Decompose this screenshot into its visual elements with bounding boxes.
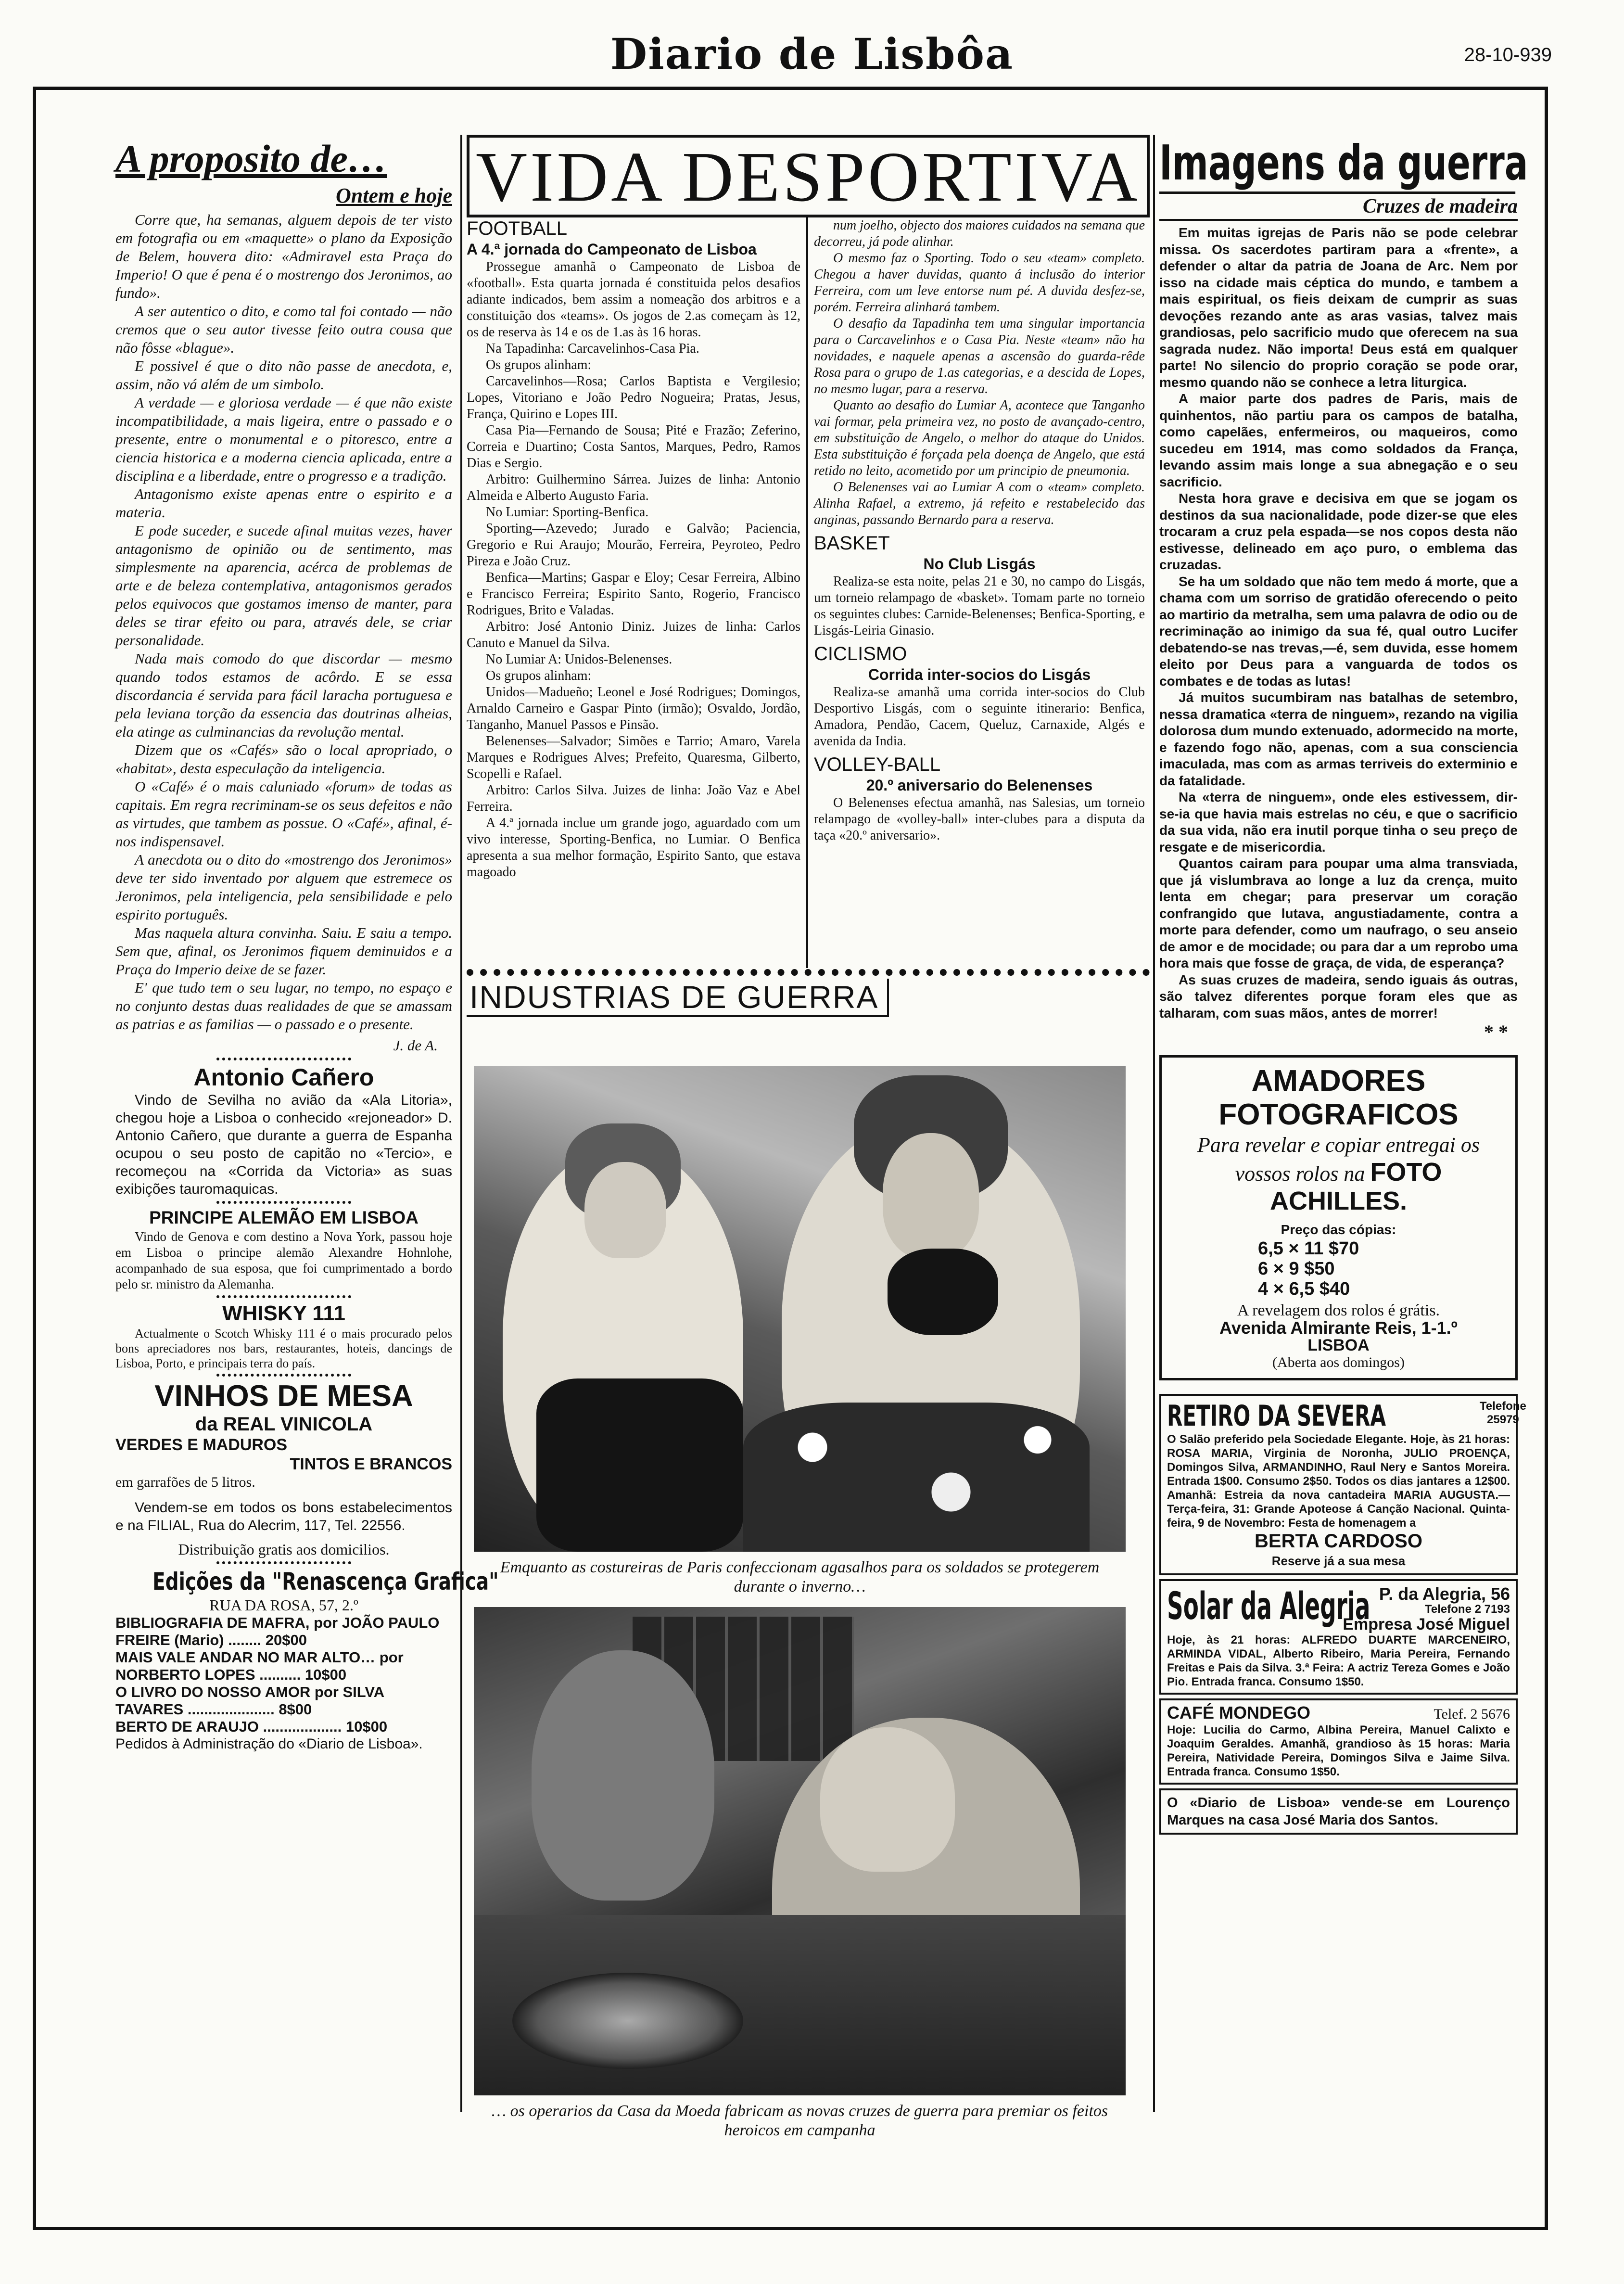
ad-amadores	[1159, 1055, 1518, 1380]
basket-heading: No Club Lisgás	[923, 555, 1036, 573]
vinhos-text: Vendem-se em todos os bons estabelecimentos e na FILIAL, Rua do Alecrim, 117, Tel. 22556.	[115, 1500, 452, 1533]
imagens-paragraph: As suas cruzes de madeira, sendo iguais ás outras, são talvez diferentes porque foram eles que as talharam, com suas mãos, antes de morrer!	[1159, 972, 1518, 1021]
vinhos-line4: em garrafões de 5 litros.	[115, 1474, 255, 1490]
amadores-title1: AMADORES	[1251, 1064, 1426, 1097]
imagens-paragraph: Em muitas igrejas de Paris não se pode celebrar missa. Os sacerdotes partiram para a «frente», a defender o altar da patria de Joana de Arc. Nem por isso na cidade mais céptica do mundo, e tambem a mais espiritual, os fieis deixam de cumprir as suas devoções rezando ante as aras vasias, talvez mais grandiosas, pelo sacrificio mudo que oferecem na sua sagrada nudez. Não importa! Deus está em qualquer parte! No silencio do proprio coração se pode orar, mesmo quando não se conhece a letra liturgica.	[1159, 225, 1518, 390]
price-row: 6 × 9 $50	[1258, 1259, 1335, 1279]
section-divider	[467, 969, 1150, 976]
masthead: Diario de Lisbôa	[610, 29, 1014, 79]
football-paragraph: O Belenenses vai ao Lumiar A com o «team» completo. Alinha Rafael, a extremo, já refeito e restabelecido das anginas, passando Bernardo para a reserva.	[814, 480, 1145, 527]
basin	[512, 1973, 743, 2069]
basket-section: BASKET	[814, 533, 890, 554]
football-heading: A 4.ª jornada do Campeonato de Lisboa	[467, 241, 757, 258]
amadores-address: Avenida Almirante Reis, 1-1.º	[1219, 1318, 1458, 1338]
mondego-text: Hoje: Lucilia do Carmo, Albina Pereira, Manuel Calixto e Joaquim Geraldes. Amanhã, grandioso às 15 horas: Maria Pereira, Natividade Pereira, Domingos Silva e Jaime Silva. Entrada franca. Consumo 1$50.	[1167, 1723, 1510, 1778]
dark-sweater	[888, 1249, 998, 1335]
article-paragraph: A ser autentico o dito, e como tal foi contado — não cremos que o seu autor tivesse feito outra cousa que não fôsse «blague».	[115, 303, 452, 356]
article-paragraph: A verdade — e gloriosa verdade — é que não existe incompatibilidade, a mais ligeira, entre o passado e o presente, entre o monumental e o pitoresco, entre a ciencia historica e a moderna ciencia aplicada, entre a disciplina e a liberdade, entre o progresso e a tradição.	[115, 394, 452, 484]
photo-mint-workers	[474, 1607, 1126, 2095]
article-paragraph: Mas naquela altura convinha. Saiu. E saiu a tempo. Sem que, afinal, os Jeronimos fiquem deminuidos e a Praça do Imperio deixe de se fazer.	[115, 924, 452, 978]
volley-text: O Belenenses efectua amanhã, nas Salesias, um torneio relampago de «volley-ball» inter-clubes para a disputa da taça «20.º aniversario».	[814, 795, 1145, 843]
caption-mint-workers: … os operarios da Casa da Moeda fabricam as novas cruzes de guerra para premiar os feitos heroicos em campanha	[491, 2102, 1108, 2139]
severa-name: BERTA CARDOSO	[1255, 1531, 1422, 1552]
article-title: A proposito de…	[115, 137, 387, 180]
vida-desportiva-banner: VIDA DESPORTIVA	[467, 135, 1150, 217]
solar-company: Empresa José Miguel	[1343, 1615, 1510, 1633]
worker-head	[820, 1727, 955, 1872]
football-body	[467, 259, 800, 880]
article-paragraph: Dizem que os «Cafés» são o local apropriado, o «habitat», desta especulação da inteligencia.	[115, 741, 452, 777]
amadores-city: LISBOA	[1307, 1336, 1370, 1354]
notice-text: O «Diario de Lisboa» vende-se em Lourenço Marques na casa José Maria dos Santos.	[1167, 1795, 1510, 1828]
mondego-phone: Telef. 2 5676	[1434, 1706, 1510, 1722]
patterned-fabric	[743, 1403, 1090, 1552]
solar-title: Solar da Alegria	[1167, 1585, 1370, 1628]
article-paragraph: A anecdota ou o dito do «mostrengo dos Jeronimos» deve ter sido inventado por alguem que estremece os Jeronimos, pela inteligencia, pela sensibilidade e pelo espirito português.	[115, 851, 452, 923]
football-paragraph: Belenenses—Salvador; Simões e Tarrio; Amaro, Varela Marques e Rodrigues Alves; Prefeito, Quaresma, Gilberto, Scopelli e Rafael.	[467, 734, 800, 781]
principe-text: Vindo de Genova e com destino a Nova York, passou hoje em Lisboa o principe alemão Alexandre Hohnlohe, acompanhado de sua esposa, que foi cumprimentado a bordo pelo sr. ministro da Alemanha.	[115, 1229, 452, 1291]
ad-severa	[1159, 1394, 1526, 1575]
principe-title: PRINCIPE ALEMÃO EM LISBOA	[149, 1208, 419, 1227]
article-body	[115, 211, 452, 1034]
football-paragraph: num joelho, objecto dos maiores cuidados na semana que decorreu, já pode alinhar.	[814, 218, 1145, 249]
ciclismo-text: Realiza-se amanhã uma corrida inter-socios do Club Desportivo Lisgás, com o seguinte itinerario: Benfica, Amadora, Pendão, Cacem, Queluz, Carnaxide, Algés e avenida da India.	[814, 685, 1145, 749]
amadores-note: A revelagem dos rolos é grátis.	[1237, 1301, 1440, 1319]
football-continued	[814, 217, 1145, 528]
imagens-paragraph: A maior parte dos padres de Paris, mais de quinhentos, não partiu para os campos de batalha, como capelães, enfermeiros, ou maqueiros, como sucedeu em 1914, mas como soldados da França, levando assim mais longe a sua abnegação e o seu sacrificio.	[1159, 391, 1518, 489]
stars: * *	[1484, 1021, 1508, 1043]
vinhos-line2: VERDES E MADUROS	[115, 1436, 288, 1454]
amadores-tagline	[1171, 1132, 1506, 1216]
football-paragraph: O mesmo faz o Sporting. Todo o seu «team» completo. Chegou a haver duvidas, quanto á inclusão do interior Ferreira, com um leve entorse num pé. A duvida desfez-se, porém. Ferreira alinhará tambem.	[814, 251, 1145, 315]
volley-section: VOLLEY-BALL	[814, 754, 941, 775]
imagens-subtitle: Cruzes de madeira	[1159, 194, 1518, 221]
article-paragraph: E' que tudo tem o seu lugar, no tempo, no espaço e no conjunto destas duas realidades de que se amassam as patrias e as familias — o passado e o presente.	[115, 979, 452, 1033]
imagens-title: Imagens da guerra	[1159, 135, 1515, 194]
vinhos-line1: da REAL VINICOLA	[195, 1414, 373, 1435]
prices-list	[1171, 1238, 1506, 1299]
woman-face-left	[584, 1162, 666, 1258]
edicoes-item: MAIS VALE ANDAR NO MAR ALTO… por NORBERTO LOPES .......... 10$00	[115, 1649, 404, 1683]
edicoes-title: Edições da "Renascença Grafica"	[152, 1568, 499, 1595]
issue-date: 28-10-939	[1464, 44, 1552, 65]
football-paragraph: Quanto ao desafio do Lumiar A, acontece que Tanganho vai formar, pela primeira vez, no posto de avançado-centro, em substituição de Angelo, o melhor do ataque do Unidos. Esta substituição é forçada pela doença de Angelo, que está retido no leito, acometido por um principio de pneumonia.	[814, 398, 1145, 478]
vinhos-title: VINHOS DE MESA	[154, 1379, 413, 1413]
solar-phone: Telefone 2 7193	[1425, 1603, 1510, 1616]
football-paragraph: Prossegue amanhã o Campeonato de Lisboa de «football». Esta quarta jornada é constituida pelos desafios adiante indicados, bem assim a nomeação dos arbitros e a constituição dos «teams». Os jogos de 2.as começam às 12, os de reserva às 14 e os de 1.as às 16 horas.	[467, 259, 800, 340]
article-paragraph: Corre que, ha semanas, alguem depois de ter visto em fotografia ou em «maquette» o plano da Exposição de Belem, houvera dito: «Admiravel esta Praça do Imperio! O que é pena é o mostrengo dos Jeronimos, ao fundo».	[115, 211, 452, 301]
amadores-tagline-text: Para revelar e copiar entregai os vossos rolos na	[1197, 1133, 1480, 1186]
divider	[216, 1295, 351, 1298]
article-subtitle: Ontem e hoje	[336, 184, 452, 207]
severa-text: O Salão preferido pela Sociedade Elegante. Hoje, às 21 horas: ROSA MARIA, Virginia de Noronha, JULIO PROENÇA, Domingos Silva, ARMANDINHO, Raul Nery e Santos Moreira. Entrada 1$00. Consumo 2$50. Todos os dias jantares a 12$00. Amanhã: Estreia da nova cantadeira MARIA AUGUSTA.—Terça-feira, 31: Grande Apoteose á Canção Nacional. Quinta-feira, 9 de Novembro: Festa de homenagem a	[1167, 1433, 1510, 1530]
severa-title: RETIRO DA SEVERA	[1167, 1399, 1386, 1433]
football-paragraph: No Lumiar: Sporting-Benfica.	[486, 505, 649, 520]
ciclismo-section: CICLISMO	[814, 643, 907, 664]
severa-phone: Telefone 25979	[1479, 1400, 1526, 1426]
caption-seamstresses: Emquanto as costureiras de Paris confeccionam agasalhos para os soldados se protegerem durante o inverno…	[500, 1558, 1100, 1595]
industrias-heading: INDUSTRIAS DE GUERRA	[467, 979, 889, 1017]
football-paragraph: Unidos—Madueño; Leonel e José Rodrigues; Domingos, Arnaldo Carneiro e Gaspar Pinto (irmão); Osvaldo, Jordão, Tanganho, Manuel Passos e Pinsão.	[467, 685, 800, 732]
imagens-paragraph: Nesta hora grave e decisiva em que se jogam os destinos da sua nacionalidade, pode dizer-se que eles trocaram a cruz pela espada—se nos copos desta não estivesse, delineado em aço puro, o emblema das cruzadas.	[1159, 491, 1518, 572]
football-paragraph: No Lumiar A: Unidos-Belenenses.	[486, 652, 672, 667]
imagens-paragraph: Se ha um soldado que não tem medo á morte, que a chama com um sorriso de gratidão oferecendo o peito ao martirio da metralha, sem uma palavra de odio ou de recriminação ao inimigo da sua fé, qual outro Lucifer debatendo-se nas trevas,—é, sem duvida, esse homem eleito por Deus para a vanguarda de todos os combates e de todas as lutas!	[1159, 574, 1518, 689]
canero-text: Vindo de Sevilha no avião da «Ala Litoria», chegou hoje a Lisboa o conhecido «rejoneador» D. Antonio Cañero, que durante a guerra de Espanha ocupou o seu posto de capitão no «Tercio», e recomeçou na «Corrida da Victoria» as suas exibições tauromaquicas.	[115, 1092, 452, 1197]
dark-fabric	[536, 1378, 743, 1552]
ciclismo-heading: Corrida inter-socios do Lisgás	[868, 666, 1091, 683]
notice-lourenco-marques	[1159, 1788, 1518, 1835]
football-paragraph: Carcavelinhos—Rosa; Carlos Baptista e Vergilesio; Lopes, Vitoriano e João Pedro Nogueira; Pratas, Jesus, França, Quirino e Lopes III.	[467, 374, 800, 421]
right-column	[1159, 135, 1528, 2217]
sports-col-1	[467, 217, 808, 968]
solar-address: P. da Alegria, 56	[1379, 1584, 1510, 1604]
edicoes-list	[115, 1614, 452, 1735]
price-row: 4 × 6,5 $40	[1258, 1279, 1350, 1299]
vinhos-footer: Distribuição gratis aos domicilios.	[178, 1541, 390, 1558]
photo-seamstresses	[474, 1066, 1126, 1552]
imagens-paragraph: Na «terra de ninguem», onde eles estivessem, dir-se-ia que havia mais estrelas no céu, e que o sacrificio da sua vida, não era inutil porque tinha o seu preço de resgate e de misericordia.	[1159, 790, 1518, 855]
football-paragraph: Os grupos alinham:	[486, 668, 592, 683]
football-paragraph: O desafio da Tapadinha tem uma singular importancia para o Carcavelinhos e o Casa Pia. Neste «team» não ha novidades, e naquele apenas a ascensão do guarda-rêde Rosa para o grupo de 1.as categorias, e a descida de Lopes, no mesmo lugar, para a reserva.	[814, 316, 1145, 396]
article-paragraph: O «Café» é o mais caluniado «forum» de todas as capitais. Em regra recriminam-se os seus defeitos e não as virtudes, que tambem as possue. O «Café», afinal, é-nos indispensavel.	[115, 778, 452, 850]
divider	[216, 1201, 351, 1204]
left-column	[115, 135, 499, 2217]
article-paragraph: E pode suceder, e sucede afinal muitas vezes, haver antagonismo de opinião ou de sentimento, mas simplesmente na aparencia, acérca de problemas de arte e de beleza contemplativa, antagonismos gerados pelos equivocos que gostamos imenso de manter, para deles se tirar efeito ou para, através dele, se criar personalidade.	[115, 522, 452, 649]
imagens-paragraph: Quantos cairam para poupar uma alma transviada, que já vislumbrava ao longe a luz da crença, muito lenta em chegar; para preservar um coração confrangido que lutava, angustiadamente, contra a morte para defender, como um naufrago, o seu anseio de amor e de mocidade; ou para dar a um reprobo uma hora mais que fosse de graça, de vida, de esperança?	[1159, 856, 1518, 970]
sports-col-2	[808, 217, 1145, 968]
amadores-hours: (Aberta aos domingos)	[1272, 1354, 1405, 1370]
article-paragraph: Antagonismo existe apenas entre o espirito e a materia.	[115, 485, 452, 521]
amadores-title2: FOTOGRAFICOS	[1218, 1098, 1459, 1131]
ad-mondego	[1159, 1698, 1518, 1785]
edicoes-item: BIBLIOGRAFIA DE MAFRA, por JOÃO PAULO FREIRE (Mario) ........ 20$00	[115, 1614, 440, 1648]
football-paragraph: Os grupos alinham:	[486, 357, 592, 372]
prices-title: Preço das cópias:	[1281, 1222, 1396, 1237]
severa-reserve: Reserve já a sua mesa	[1271, 1554, 1406, 1568]
amadores-brand: FOTO ACHILLES.	[1269, 1158, 1442, 1215]
football-paragraph: Casa Pia—Fernando de Sousa; Pité e Frazão; Zeferino, Correia e Duartino; Costa Santos, Marques, Pedro, Ramos Dias e Sergio.	[467, 423, 800, 471]
solar-text: Hoje, às 21 horas: ALFREDO DUARTE MARCENEIRO, ARMINDA VIDAL, Alberto Ribeiro, Maria Pereira, Fernando Freitas e Pais da Silva. 3.ª Feira: A actriz Tereza Gomes e João Pio. Entrada franca. Consumo 1$50.	[1167, 1633, 1510, 1688]
football-paragraph: Sporting—Azevedo; Jurado e Galvão; Paciencia, Gregorio e Rui Araujo; Mourão, Ferreira, Peyroteo, Pedro Pireza e João Cruz.	[467, 521, 800, 569]
ad-solar	[1159, 1579, 1518, 1695]
imagens-paragraph: Já muitos sucumbiram nas batalhas de setembro, nessa dramatica «terra de ninguem», rezando na vigilia dolorosa dum mundo extenuado, adormecido na morte, e fazendo fogo não, apenas, com a sua consciencia imaculada, mas com as armas terriveis do exterminio e da fatalidade.	[1159, 690, 1518, 788]
mondego-title: CAFÉ MONDEGO	[1167, 1703, 1311, 1723]
football-paragraph: Arbitro: Carlos Silva. Juizes de linha: João Vaz e Abel Ferreira.	[467, 783, 800, 814]
football-section: FOOTBALL	[467, 218, 567, 239]
football-paragraph: Arbitro: Guilhermino Sárrea. Juizes de linha: Antonio Almeida e Alberto Augusto Faria.	[467, 472, 800, 503]
edicoes-address: RUA DA ROSA, 57, 2.º	[209, 1596, 358, 1614]
article-paragraph: Nada mais comodo do que discordar — mesmo quando todos estamos de acôrdo. E se essa discordancia é servida para fácil laracha portuguesa e pela leviana torção da essencia das doutrinas alheias, ela atinge as culminancias da revolução mental.	[115, 650, 452, 740]
basket-text: Realiza-se esta noite, pelas 21 e 30, no campo do Lisgás, um torneio relampago de «basket». Tomam parte no torneio os seguintes clubes: Carnide-Belenenses; Benfica-Sporting, e Lisgás-Leiria Ginasio.	[814, 574, 1145, 638]
edicoes-footer: Pedidos à Administração do «Diario de Lisboa».	[115, 1736, 423, 1752]
vinhos-line3: TINTOS E BRANCOS	[290, 1455, 452, 1473]
divider	[216, 1374, 351, 1377]
column-rule	[1153, 135, 1155, 2112]
price-row: 6,5 × 11 $70	[1258, 1238, 1359, 1259]
woman-face-right	[883, 1133, 979, 1258]
article-signature: J. de A.	[393, 1037, 438, 1054]
football-paragraph: Na Tapadinha: Carcavelinhos-Casa Pia.	[486, 341, 699, 356]
volley-heading: 20.º aniversario do Belenenses	[866, 777, 1093, 794]
football-paragraph: A 4.ª jornada inclue um grande jogo, aguardado com um vivo interesse, Sporting-Benfica, no Lumiar. O Benfica apresenta a sua melhor formação, Espirito Santo, que estava magoado	[467, 816, 800, 880]
imagens-body	[1159, 225, 1518, 1021]
article-paragraph: E possivel é que o dito não passe de anecdota, e, assim, não vá além de um simbolo.	[115, 357, 452, 393]
football-paragraph: Arbitro: José Antonio Diniz. Juizes de linha: Carlos Canuto e Manuel da Silva.	[467, 619, 800, 651]
divider	[216, 1561, 351, 1564]
canero-title: Antonio Cañero	[193, 1064, 374, 1091]
column-rule	[460, 135, 462, 2112]
worker-figure-back	[532, 1650, 714, 1901]
whisky-text: Actualmente o Scotch Whisky 111 é o mais procurado pelos bons apreciadores nos bars, restaurantes, hoteis, dancings de Lisboa, Porto, e principais terra do país.	[115, 1327, 452, 1370]
edicoes-item: BERTO DE ARAUJO ................... 10$00	[115, 1718, 388, 1735]
divider	[216, 1058, 351, 1060]
football-paragraph: Benfica—Martins; Gaspar e Eloy; Cesar Ferreira, Albino e Francisco Ferreira; Espirito Santo, Rogerio, Francisco Rodrigues, Brito e Valadas.	[467, 570, 800, 618]
whisky-title: WHISKY 111	[222, 1301, 345, 1325]
edicoes-item: O LIVRO DO NOSSO AMOR por SILVA TAVARES ..................... 8$00	[115, 1684, 384, 1718]
